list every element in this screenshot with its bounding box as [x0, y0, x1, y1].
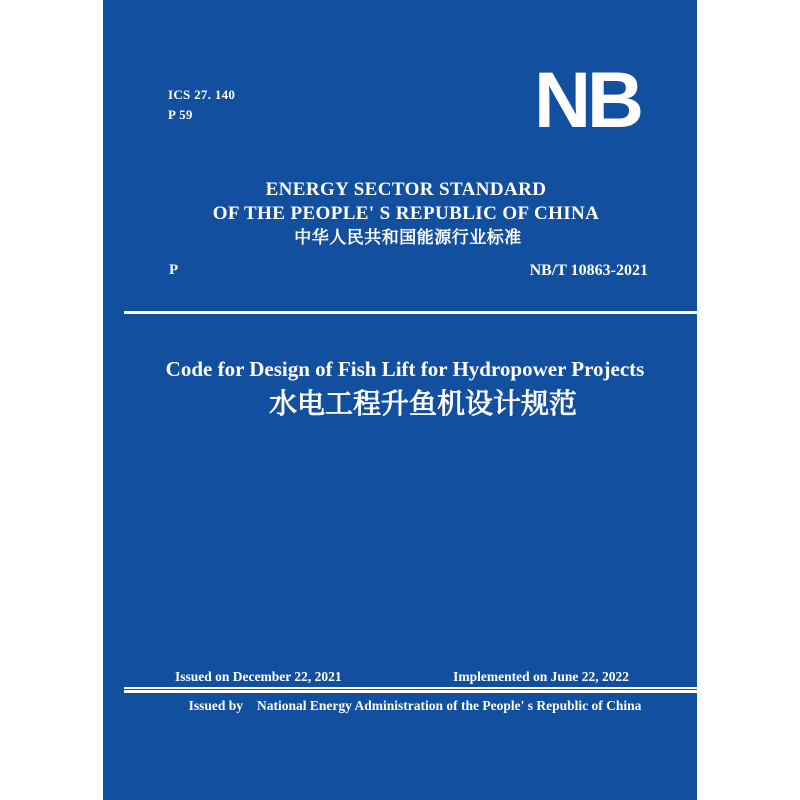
footer-double-rule [124, 687, 697, 693]
standard-header-chinese: 中华人民共和国能源行业标准 [294, 228, 522, 247]
standard-title-chinese: 水电工程升鱼机设计规范 [268, 389, 577, 420]
issued-by-label: Issued by [188, 698, 243, 713]
nb-logo: NB [534, 55, 641, 144]
issuer-row [118, 698, 712, 714]
ics-classification-block [168, 85, 235, 125]
header-divider-rule [124, 311, 697, 314]
header-en-line1: ENERGY SECTOR STANDARD [265, 179, 547, 200]
standard-cover [103, 0, 697, 800]
doc-class-code: P 59 [168, 107, 193, 122]
standard-number: NB/T 10863-2021 [529, 262, 648, 279]
issuer-name: National Energy Administration of the People' s Republic of China [257, 698, 642, 713]
standard-title-english: Code for Design of Fish Lift for Hydropower Projects [165, 357, 645, 381]
standard-header-english [109, 178, 703, 226]
category-letter: P [169, 262, 179, 278]
issue-date: Issued on December 22, 2021 [175, 669, 342, 684]
header-en-line2: OF THE PEOPLE' S REPUBLIC OF CHINA [212, 203, 600, 224]
implementation-date: Implemented on June 22, 2022 [453, 669, 629, 684]
ics-code: ICS 27. 140 [168, 87, 236, 102]
